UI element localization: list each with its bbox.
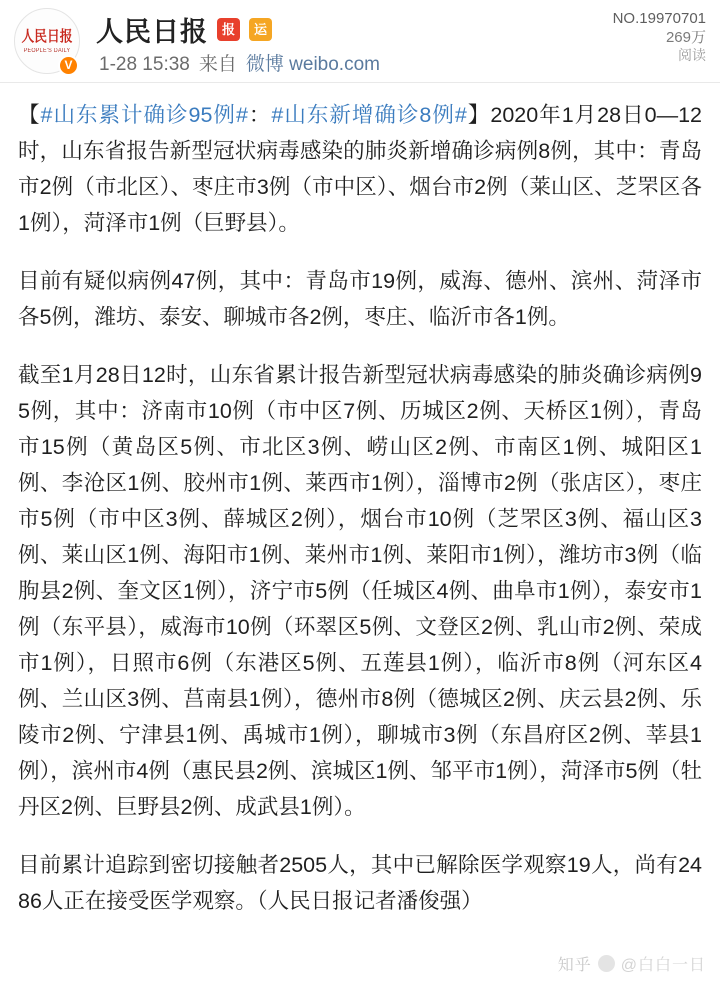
post-paragraph (18, 97, 702, 241)
post-header (0, 0, 720, 78)
paragraph-text: 截至1月28日12时，山东省累计报告新型冠状病毒感染的肺炎确诊病例95例，其中：济南市10例（市中区7例、历城区2例、天桥区1例），青岛市15例（黄岛区5例、市北区3例、崂山区2例、市南区1例、城阳区1例、李沧区1例、胶州市1例、莱西市1例），淄博市2例（张店区），枣庄市5例（市中区3例、薛城区2例），烟台市10例（芝罘区3例、福山区3例、莱山区1例、海阳市1例、莱州市1例、莱阳市1例），潍坊市3例（临朐县2例、奎文区1例），济宁市5例（任城区4例、曲阜市1例），泰安市1例（东平县），威海市10例（环翠区5例、文登区2例、乳山市2例、荣成市1例），日照市6例（东港区5例、五莲县1例），临沂市8例（河东区4例、兰山区3例、莒南县1例），德州市8例（德城区2例、庆云县2例、乐陵市2例、宁津县1例、禹城市1例），聊城市3例（东昌府区2例、莘县1例），滨州市4例（惠民县2例、滨城区1例、邹平市1例），菏泽市5例（牡丹区2例、巨野县2例、成武县1例）。 (18, 363, 702, 819)
paragraph-text: ： (247, 103, 272, 127)
verified-badge-icon: V (58, 55, 79, 76)
watermark-avatar-icon (598, 955, 615, 972)
paragraph-text: 【 (18, 103, 41, 127)
sports-badge-icon: 运 (249, 18, 272, 41)
post-meta (99, 49, 380, 76)
read-count (613, 29, 706, 46)
watermark-site: 知乎 (557, 957, 592, 974)
account-line (96, 10, 272, 49)
post-timestamp: 1-28 15:38 (99, 54, 190, 75)
paragraph-text: 】2020年1月28日0—12时，山东省报告新型冠状病毒感染的肺炎新增确诊病例8例，其中：青岛市2例（市北区）、枣庄市3例（市中区）、烟台市2例（莱山区、芝罘区各1例），菏泽市1例（巨野县）。 (18, 103, 702, 235)
watermark-user: @白白一日 (620, 957, 706, 974)
post-source-link[interactable]: 微博 weibo.com (245, 54, 380, 75)
account-name[interactable]: 人民日报 (96, 17, 208, 47)
read-count-label: 阅读 (678, 46, 706, 63)
paragraph-text: 目前有疑似病例47例，其中：青岛市19例，威海、德州、滨州、菏泽市各5例，潍坊、泰安、聊城市各2例，枣庄、临沂市各1例。 (18, 269, 702, 329)
post-paragraph (18, 263, 702, 335)
watermark (558, 952, 706, 975)
post-body (0, 83, 720, 919)
post-paragraph (18, 847, 702, 919)
news-badge-icon: 报 (217, 18, 240, 41)
hashtag-link[interactable]: #山东新增确诊8例# (271, 103, 467, 127)
document-number: NO.19970701 (612, 10, 706, 27)
read-count-value: 269万 (665, 29, 706, 47)
avatar[interactable] (14, 8, 86, 80)
post-source-prefix: 来自 (198, 54, 237, 75)
header-right-info (613, 10, 706, 63)
hashtag-link[interactable]: #山东累计确诊95例# (40, 103, 248, 127)
paragraph-text: 目前累计追踪到密切接触者2505人，其中已解除医学观察19人，尚有2486人正在接受医学观察。（人民日报记者潘俊强） (18, 853, 702, 913)
avatar-logo-text: 人民日报 (21, 27, 73, 45)
post-paragraph (18, 357, 702, 825)
avatar-logo-subtext: PEOPLE'S DAILY (23, 47, 71, 54)
